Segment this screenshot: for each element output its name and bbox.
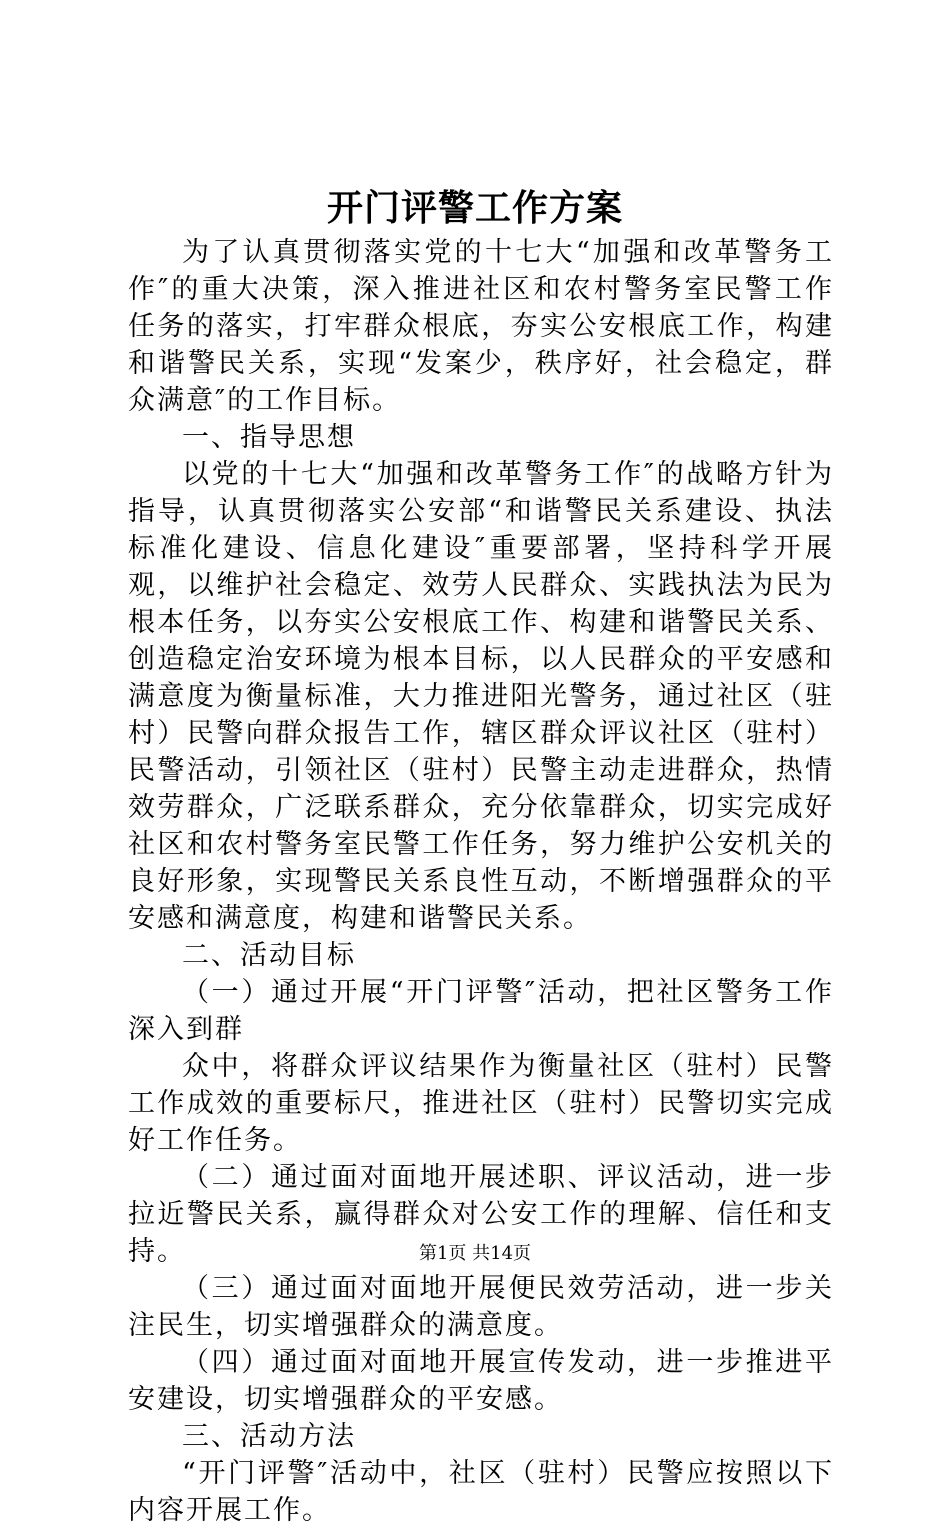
paragraph-intro: 为了认真贯彻落实党的十七大“加强和改革警务工作″的重大决策，深入推进社区和农村警务室民警工作任务的落实，打牢群众根底，夯实公安根底工作，构建和谐警民关系，实现“发案少，秩序好，社会稳定，群众满意″的工作目标。 bbox=[128, 237, 834, 416]
page-footer: 第1页 共14页 bbox=[418, 1243, 532, 1264]
section-heading-activity-methods: 三、活动方法 bbox=[182, 1421, 356, 1452]
document-title: 开门评警工作方案 bbox=[326, 187, 623, 229]
paragraph-goal-1-cont: 众中，将群众评议结果作为衡量社区（驻村）民警工作成效的重要标尺，推进社区（驻村）民警切实完成好工作任务。 bbox=[128, 1051, 834, 1156]
paragraph-methods-intro: “开门评警″活动中，社区（驻村）民警应按照以下内容开展工作。 bbox=[128, 1458, 834, 1526]
section-heading-guiding-ideology: 一、指导思想 bbox=[182, 422, 356, 453]
paragraph-goal-2: （二）通过面对面地开展述职、评议活动，进一步拉近警民关系，赢得群众对公安工作的理解、信任和支持。 bbox=[128, 1162, 834, 1267]
paragraph-goal-1-start: （一）通过开展“开门评警″活动，把社区警务工作深入到群 bbox=[128, 977, 834, 1045]
document-body bbox=[128, 234, 834, 1529]
paragraph-guiding-ideology: 以党的十七大“加强和改革警务工作″的战略方针为指导，认真贯彻落实公安部“和谐警民关系建设、执法标准化建设、信息化建设″重要部署，坚持科学开展观，以维护社会稳定、效劳人民群众、实践执法为民为根本任务，以夯实公安根底工作、构建和谐警民关系、创造稳定治安环境为根本目标，以人民群众的平安感和满意度为衡量标准，大力推进阳光警务，通过社区（驻村）民警向群众报告工作，辖区群众评议社区（驻村）民警活动，引领社区（驻村）民警主动走进群众，热情效劳群众，广泛联系群众，充分依靠群众，切实完成好社区和农村警务室民警工作任务，努力维护公安机关的良好形象，实现警民关系良性互动，不断增强群众的平安感和满意度，构建和谐警民关系。 bbox=[128, 459, 834, 934]
section-heading-activity-goals: 二、活动目标 bbox=[182, 940, 356, 971]
paragraph-goal-4: （四）通过面对面地开展宣传发动，进一步推进平安建设，切实增强群众的平安感。 bbox=[128, 1347, 834, 1415]
paragraph-goal-3: （三）通过面对面地开展便民效劳活动，进一步关注民生，切实增强群众的满意度。 bbox=[128, 1273, 834, 1341]
